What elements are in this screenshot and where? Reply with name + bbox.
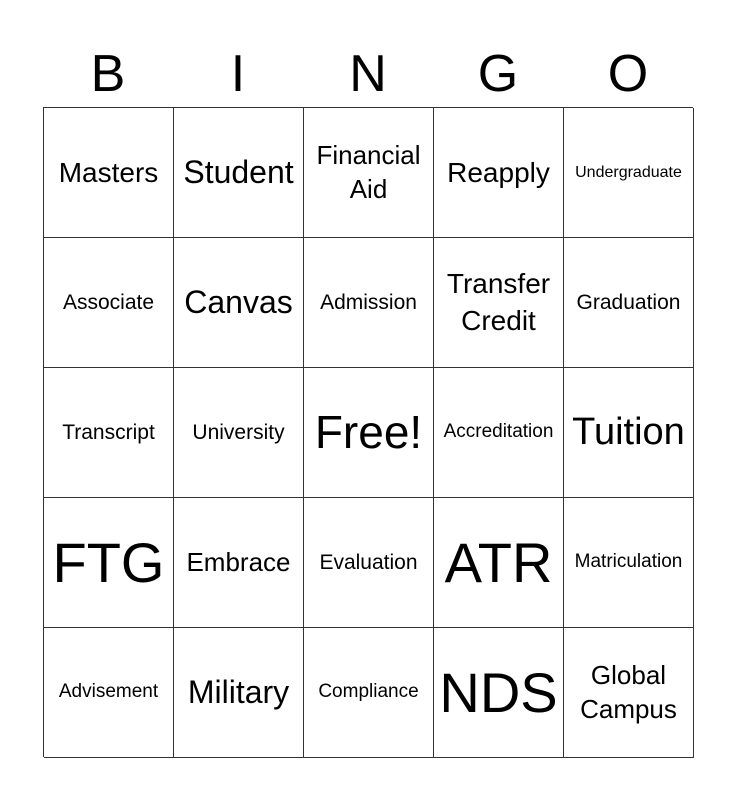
bingo-cell-advisement[interactable]: Advisement (44, 628, 174, 758)
header-letter-n: N (349, 45, 387, 103)
bingo-cell-admission[interactable]: Admission (304, 238, 434, 368)
bingo-cell-embrace[interactable]: Embrace (174, 498, 304, 628)
bingo-board (43, 107, 693, 757)
bingo-cell-military[interactable]: Military (174, 628, 304, 758)
bingo-cell-undergraduate[interactable]: Undergraduate (564, 108, 694, 238)
bingo-cell-nds[interactable]: NDS (434, 628, 564, 758)
bingo-cell-canvas[interactable]: Canvas (174, 238, 304, 368)
header-letter-i: I (230, 45, 246, 103)
header-letter-g: G (477, 45, 519, 103)
bingo-cell-atr[interactable]: ATR (434, 498, 564, 628)
bingo-cell-associate[interactable]: Associate (44, 238, 174, 368)
bingo-cell-free-space[interactable]: Free! (304, 368, 434, 498)
bingo-cell-transfer-credit[interactable]: Transfer Credit (434, 238, 564, 368)
bingo-cell-financial-aid[interactable]: Financial Aid (304, 108, 434, 238)
bingo-cell-tuition[interactable]: Tuition (564, 368, 694, 498)
bingo-cell-accreditation[interactable]: Accreditation (434, 368, 564, 498)
bingo-cell-evaluation[interactable]: Evaluation (304, 498, 434, 628)
bingo-cell-ftg[interactable]: FTG (44, 498, 174, 628)
bingo-cell-global-campus[interactable]: Global Campus (564, 628, 694, 758)
bingo-cell-matriculation[interactable]: Matriculation (564, 498, 694, 628)
bingo-cell-masters[interactable]: Masters (44, 108, 174, 238)
header-letter-o: O (607, 45, 649, 103)
bingo-cell-compliance[interactable]: Compliance (304, 628, 434, 758)
bingo-cell-transcript[interactable]: Transcript (44, 368, 174, 498)
bingo-cell-graduation[interactable]: Graduation (564, 238, 694, 368)
bingo-header (43, 40, 693, 108)
bingo-cell-student[interactable]: Student (174, 108, 304, 238)
bingo-cell-university[interactable]: University (174, 368, 304, 498)
bingo-cell-reapply[interactable]: Reapply (434, 108, 564, 238)
header-letter-b: B (90, 45, 126, 103)
